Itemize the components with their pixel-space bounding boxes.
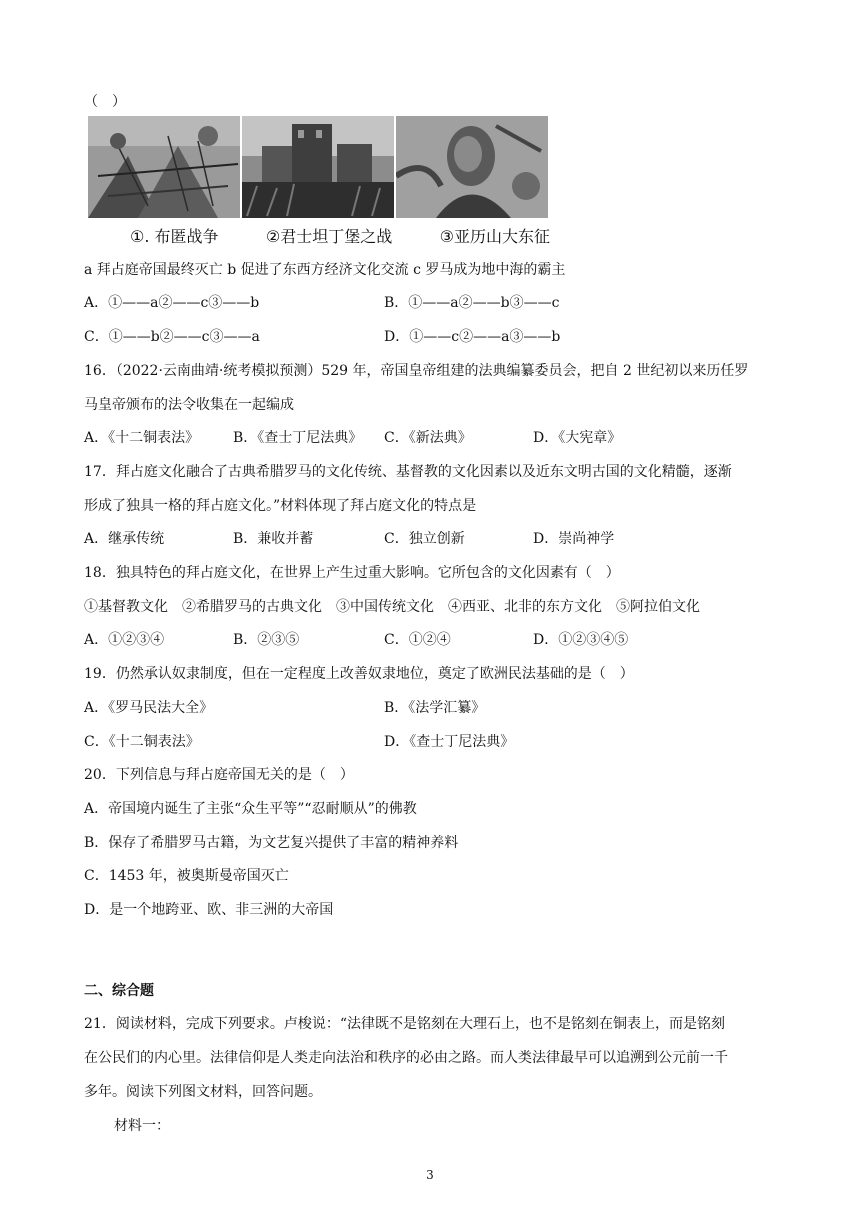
q17-line-2: 形成了独具一格的拜占庭文化。”材料体现了拜占庭文化的特点是 bbox=[84, 498, 477, 514]
q18-option-d[interactable]: D．①②③④⑤ bbox=[533, 632, 629, 648]
q15-stem: a 拜占庭帝国最终灭亡 b 促进了东西方经济文化交流 c 罗马成为地中海的霸主 bbox=[84, 262, 566, 278]
q16-option-b[interactable]: B．《查士丁尼法典》 bbox=[233, 430, 363, 446]
q20-option-d[interactable]: D．是一个地跨亚、欧、非三洲的大帝国 bbox=[84, 902, 334, 918]
q20-option-c[interactable]: C．1453 年，被奥斯曼帝国灭亡 bbox=[84, 868, 289, 884]
q19-line-1: 19．仍然承认奴隶制度，但在一定程度上改善奴隶地位，奠定了欧洲民法基础的是（ ） bbox=[84, 666, 634, 682]
q20-option-b[interactable]: B．保存了希腊罗马古籍，为文艺复兴提供了丰富的精神养料 bbox=[84, 835, 459, 851]
q19-option-c[interactable]: C．《十二铜表法》 bbox=[84, 734, 200, 750]
caption-punic-war: ①. 布匿战争 bbox=[130, 227, 219, 246]
alexander-campaign-image bbox=[396, 116, 548, 218]
q18-option-a[interactable]: A．①②③④ bbox=[84, 632, 165, 648]
q15-image-captions bbox=[130, 224, 550, 250]
q18-items: ①基督教文化 ②希腊罗马的古典文化 ③中国传统文化 ④西亚、北非的东方文化 ⑤阿拉伯文化 bbox=[84, 599, 700, 615]
q19-option-b[interactable]: B．《法学汇纂》 bbox=[384, 700, 486, 716]
q17-option-a[interactable]: A．继承传统 bbox=[84, 531, 165, 547]
q20-line-1: 20．下列信息与拜占庭帝国无关的是（ ） bbox=[84, 767, 354, 783]
q21-line-2: 在公民们的内心里。法律信仰是人类走向法治和秩序的必由之路。而人类法律最早可以追溯到公元前一千 bbox=[84, 1050, 728, 1066]
section-title-comprehensive: 二、综合题 bbox=[84, 983, 154, 999]
q17-line-1: 17．拜占庭文化融合了古典希腊罗马的文化传统、基督教的文化因素以及近东文明古国的文化精髓，逐渐 bbox=[84, 464, 732, 480]
q21-line-3: 多年。阅读下列图文材料，回答问题。 bbox=[84, 1084, 322, 1100]
q16-line-1: 16．（2022·云南曲靖·统考模拟预测）529 年，帝国皇帝组建的法典编纂委员会，把自 2 世纪初以来历任罗 bbox=[84, 363, 749, 379]
q16-option-a[interactable]: A．《十二铜表法》 bbox=[84, 430, 200, 446]
q19-option-d[interactable]: D．《查士丁尼法典》 bbox=[384, 734, 515, 750]
q16-line-2: 马皇帝颁布的法令收集在一起编成 bbox=[84, 397, 294, 413]
q16-option-d[interactable]: D．《大宪章》 bbox=[533, 430, 622, 446]
q17-option-d[interactable]: D．崇尚神学 bbox=[533, 531, 615, 547]
q15-option-b[interactable]: B．①——a②——b③——c bbox=[384, 295, 560, 311]
q15-bracket: （ ） bbox=[84, 94, 126, 110]
q20-option-a[interactable]: A．帝国境内诞生了主张“众生平等”“忍耐顺从”的佛教 bbox=[84, 801, 417, 817]
q15-image-strip bbox=[88, 116, 548, 218]
q16-option-c[interactable]: C．《新法典》 bbox=[384, 430, 472, 446]
punic-war-image bbox=[88, 116, 240, 218]
q15-option-c[interactable]: C．①——b②——c③——a bbox=[84, 329, 260, 345]
q17-option-c[interactable]: C．独立创新 bbox=[384, 531, 465, 547]
q21-material-label: 材料一： bbox=[114, 1118, 170, 1134]
q18-option-c[interactable]: C．①②④ bbox=[384, 632, 451, 648]
page-number: 3 bbox=[426, 1168, 434, 1182]
q17-option-b[interactable]: B．兼收并蓄 bbox=[233, 531, 314, 547]
q15-option-d[interactable]: D．①——c②——a③——b bbox=[384, 329, 561, 345]
caption-alexander: ③亚历山大东征 bbox=[439, 227, 550, 246]
q19-option-a[interactable]: A．《罗马民法大全》 bbox=[84, 700, 214, 716]
q15-option-a[interactable]: A．①——a②——c③——b bbox=[84, 295, 260, 311]
q18-option-b[interactable]: B．②③⑤ bbox=[233, 632, 300, 648]
constantinople-battle-image bbox=[242, 116, 394, 218]
q21-line-1: 21．阅读材料，完成下列要求。卢梭说：“法律既不是铭刻在大理石上，也不是铭刻在铜表上，而是铭刻 bbox=[84, 1016, 725, 1032]
caption-constantinople: ②君士坦丁堡之战 bbox=[265, 227, 393, 246]
q18-line-1: 18．独具特色的拜占庭文化，在世界上产生过重大影响。它所包含的文化因素有（ ） bbox=[84, 565, 620, 581]
